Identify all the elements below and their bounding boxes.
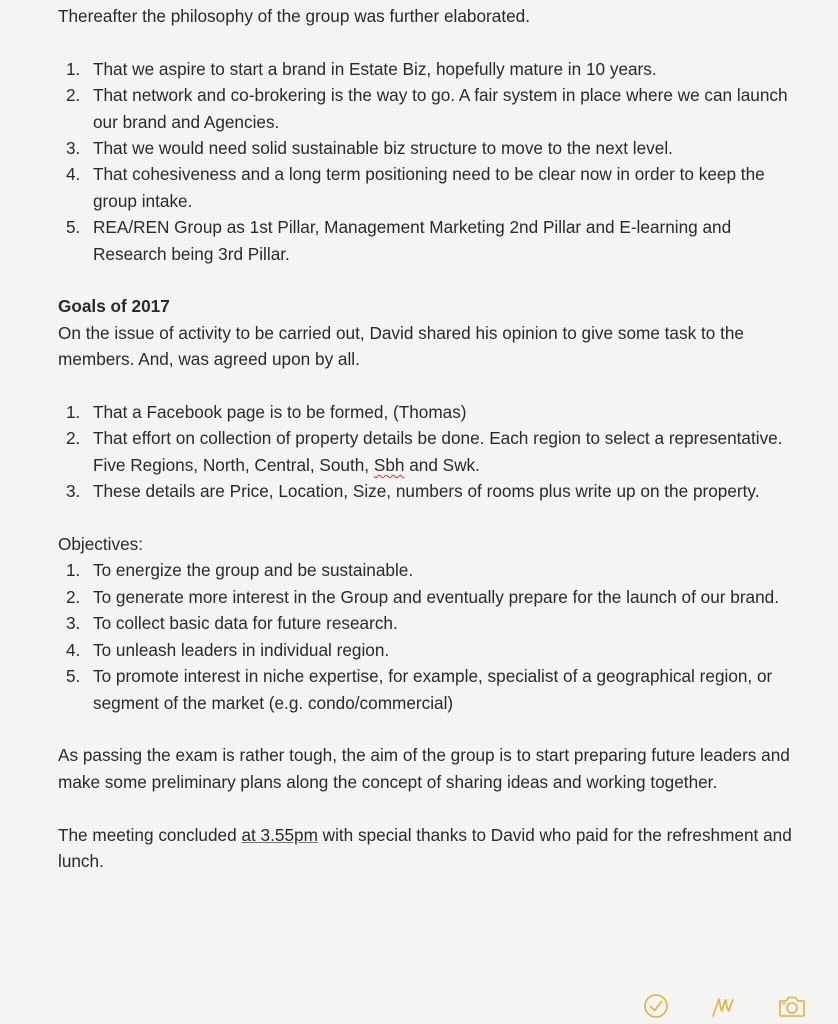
spellcheck-flagged-word[interactable]: Sbh [373,454,405,475]
list-item: 4. That cohesiveness and a long term positioning need to be clear now in order to keep the group intake. [66,164,765,211]
closing-paragraph: As passing the exam is rather tough, the aim of the group is to start preparing future leaders and make some preliminary plans along the concept of sharing ideas and working together. [58,745,790,792]
markup-pen-icon[interactable] [707,990,739,1022]
list-item: 5. REA/REN Group as 1st Pillar, Management Marketing 2nd Pillar and E-learning and Research being 3rd Pillar. [66,217,732,264]
list-item: 2. To generate more interest in the Group and eventually prepare for the launch of our brand. [66,586,780,607]
goals-list [58,399,793,505]
list-item: 5. To promote interest in niche expertise, for example, specialist of a geographical region, or segment of the market (e.g. condo/commercial) [66,666,773,713]
list-item: 3. That we would need solid sustainable biz structure to move to the next level. [66,138,673,159]
list-item: 2. That effort on collection of property details be done. Each region to select a representative. Five Regions, North, Central, South, Sbh and Swk. [66,428,783,475]
list-item: 3. These details are Price, Location, Size, numbers of rooms plus write up on the property. [66,481,760,502]
time-link[interactable]: at 3.55pm [241,824,318,845]
camera-icon[interactable] [776,990,808,1022]
list-item: 1. That we aspire to start a brand in Estate Biz, hopefully mature in 10 years. [66,58,657,79]
objectives-heading: Objectives: [58,534,144,555]
list-item: 2. That network and co-brokering is the way to go. A fair system in place where we can launch our brand and Agencies. [66,85,788,132]
goals-intro: On the issue of activity to be carried out, David shared his opinion to give some task to the members. And, was agreed upon by all. [58,322,744,370]
list-item: 3. To collect basic data for future research. [66,613,398,634]
philosophy-list [58,56,793,267]
bottom-toolbar [0,988,838,1024]
goals-heading: Goals of 2017 [58,296,170,317]
list-item: 1. That a Facebook page is to be formed, (Thomas) [66,402,467,423]
note-body[interactable] [58,3,793,874]
objectives-list [58,557,793,715]
intro-text: Thereafter the philosophy of the group was further elaborated. [58,6,530,26]
conclusion-paragraph: The meeting concluded at 3.55pm with special thanks to David who paid for the refreshment and lunch. [58,824,792,871]
list-item: 1. To energize the group and be sustainable. [66,560,414,581]
checklist-icon[interactable] [640,990,672,1022]
list-item: 4. To unleash leaders in individual region. [66,639,390,660]
